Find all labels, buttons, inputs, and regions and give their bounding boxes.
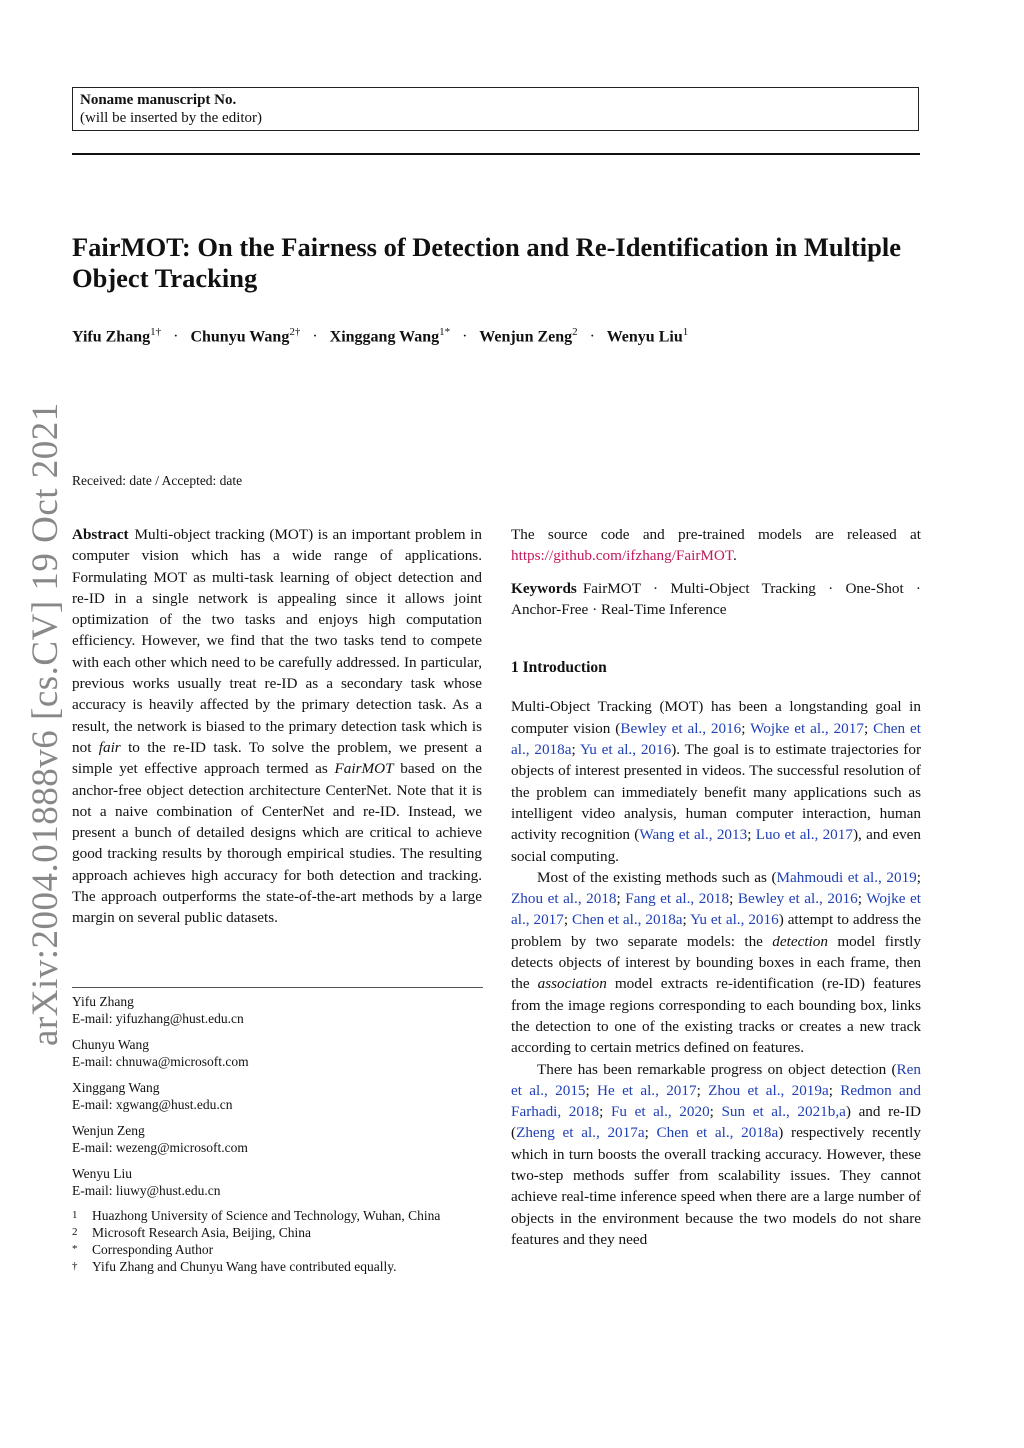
paragraph-text: ;	[563, 911, 573, 929]
author-affil: 2†	[289, 326, 301, 338]
contact-name: Chunyu Wang	[72, 1037, 150, 1052]
editor-line: (will be inserted by the editor)	[80, 110, 263, 126]
paragraph-text: There has been remarkable progress on object detection (	[537, 1060, 897, 1078]
paragraph-text: ) respectively recently which in turn boosts the overall tracking accuracy. However, these two-step methods suffer from scalability issues. They cannot achieve real-time inference speed when there are a large number of objects in the environment because the two models do not share features and they need	[511, 1124, 921, 1248]
paragraph-text: ) and re-ID (	[511, 1103, 921, 1142]
paragraph-text: ;	[916, 868, 921, 886]
paragraph-text: ) attempt to address the problem by two separate models: the	[511, 911, 921, 950]
paragraph-text: ;	[599, 1103, 611, 1121]
citation-link[interactable]: Yu et al., 2016	[690, 911, 779, 929]
paragraph-text: ;	[741, 719, 751, 737]
paper-title: FairMOT: On the Fairness of Detection and Re-Identification in Multiple Object Tracking	[72, 232, 902, 293]
footnote-text: Huazhong University of Science and Technology, Wuhan, China	[92, 1208, 441, 1223]
paragraph-text: ;	[857, 890, 867, 908]
footnote	[72, 1241, 492, 1258]
citation-link[interactable]: Chen et al., 2018a	[572, 911, 683, 929]
received-line: Received: date / Accepted: date	[72, 473, 243, 488]
citation-link[interactable]: Chen et al., 2018a	[656, 1124, 779, 1142]
paragraph-text: Multi-Object Tracking (MOT) has been a longstanding goal in computer vision (	[511, 698, 921, 737]
author-name: Xinggang Wang	[329, 328, 440, 346]
left-column	[72, 524, 482, 929]
author-separator: ·	[462, 328, 468, 346]
author-affil: 1	[682, 326, 689, 338]
citation-link[interactable]: Bewley et al., 2016	[737, 890, 858, 908]
keywords-text: FairMOT · Multi-Object Tracking · One-Shot · Anchor-Free · Real-Time Inference	[511, 579, 921, 618]
editor-note-box	[72, 87, 919, 131]
author-name: Wenyu Liu	[606, 328, 683, 346]
right-column	[511, 524, 921, 1250]
citation-link[interactable]: Wojke et al., 2017	[750, 719, 864, 737]
contact-email: E-mail: xgwang@hust.edu.cn	[72, 1097, 233, 1112]
citation-link[interactable]: Mahmoudi et al., 2019	[776, 868, 917, 886]
contact-email: E-mail: chnuwa@microsoft.com	[72, 1054, 249, 1069]
author-list	[72, 322, 932, 347]
footnote	[72, 1258, 492, 1275]
paragraph-text: ), and even social computing.	[511, 826, 922, 865]
citation-link[interactable]: Wang et al., 2013	[639, 826, 748, 844]
abstract-emphasis: FairMOT	[334, 760, 394, 778]
footnote-rule	[72, 987, 483, 988]
contact-email: E-mail: liuwy@hust.edu.cn	[72, 1183, 221, 1198]
contact-email: E-mail: wezeng@microsoft.com	[72, 1140, 248, 1155]
paragraph-text: ;	[696, 1081, 709, 1099]
citation-link[interactable]: Fang et al., 2018	[625, 890, 730, 908]
contact-entry	[72, 1122, 483, 1156]
manuscript-line: Noname manuscript No.	[80, 92, 237, 108]
intro-paragraph-3	[511, 1059, 921, 1251]
contact-entry	[72, 1036, 483, 1070]
abstract-text: based on the anchor-free object detection architecture CenterNet. Note that it is not a naive combination of CenterNet and re-ID. Instead, we present a bunch of detailed designs which are critical to achieve good tracking results by thorough empirical studies. The resulting approach achieves high accuracy for both detection and tracking. The approach outperforms the state-of-the-art methods by a large margin on several public datasets.	[72, 760, 482, 927]
code-release-paragraph	[511, 524, 921, 567]
contact-name: Wenjun Zeng	[72, 1123, 145, 1138]
paragraph-text: ;	[828, 1081, 841, 1099]
author-separator: ·	[589, 328, 595, 346]
emphasis-text: association	[537, 975, 607, 993]
author-name: Wenjun Zeng	[479, 328, 573, 346]
citation-link[interactable]: He et al., 2017	[597, 1081, 697, 1099]
citation-link[interactable]: Ren et al., 2015	[511, 1060, 921, 1099]
abstract-label: Abstract	[72, 526, 129, 543]
citation-link[interactable]: Fu et al., 2020	[610, 1103, 710, 1121]
citation-link[interactable]: Zhou et al., 2018	[511, 890, 617, 908]
header-rule	[72, 153, 920, 155]
citation-link[interactable]: Luo et al., 2017	[755, 826, 853, 844]
paragraph-text: ;	[863, 719, 874, 737]
citation-link[interactable]: Bewley et al., 2016	[620, 719, 742, 737]
footnote	[72, 1224, 492, 1241]
footnote-text: Yifu Zhang and Chunyu Wang have contributed equally.	[92, 1259, 397, 1274]
contact-name: Wenyu Liu	[72, 1166, 133, 1181]
paragraph-text: ;	[729, 890, 738, 908]
author-affil: 1†	[150, 326, 162, 338]
paragraph-text: ;	[747, 826, 756, 844]
emphasis-text: detection	[772, 932, 828, 950]
contact-entry	[72, 1079, 483, 1113]
citation-link[interactable]: Sun et al., 2021b,a	[721, 1103, 846, 1121]
keywords-paragraph	[511, 578, 921, 621]
section-heading-introduction: 1 Introduction	[511, 659, 607, 677]
paragraph-text: ;	[709, 1103, 722, 1121]
contact-email: E-mail: yifuzhang@hust.edu.cn	[72, 1011, 244, 1026]
paragraph-text: model firstly detects objects of interest by bounding boxes in each frame, then the	[511, 932, 921, 993]
author-affil: 1*	[439, 326, 451, 338]
abstract-paragraph	[72, 524, 482, 929]
author-name: Yifu Zhang	[72, 328, 151, 346]
citation-link[interactable]: Zhou et al., 2019a	[708, 1081, 829, 1099]
intro-paragraph-1	[511, 696, 921, 866]
author-name: Chunyu Wang	[190, 328, 290, 346]
intro-paragraph-2	[511, 867, 921, 1059]
footnote-mark: †	[72, 1260, 78, 1272]
paragraph-text: ;	[571, 741, 580, 759]
author-separator: ·	[173, 328, 179, 346]
footnote-mark: 2	[72, 1226, 78, 1238]
citation-link[interactable]: Wojke et al., 2017	[511, 890, 921, 929]
contact-entry	[72, 1165, 483, 1199]
abstract-text: Multi-object tracking (MOT) is an important problem in computer vision which has a wide range of applications. Formulating MOT as multi-task learning of object detection and re-ID in a single network is appealing since it allows joint optimization of the two tasks and enjoys high computation efficiency. However, we find that the two tasks tend to compete with each other which need to be carefully addressed. In particular, previous works usually treat re-ID as a secondary task whose accuracy is heavily affected by the primary detection task. As a result, the network is biased to the primary detection task which is not	[72, 526, 482, 756]
arxiv-watermark: arXiv:2004.01888v6 [cs.CV] 19 Oct 2021	[25, 402, 66, 1046]
code-release-end: .	[733, 547, 737, 565]
contact-entry	[72, 993, 483, 1027]
keywords-label: Keywords	[511, 579, 577, 597]
footnote	[72, 1207, 492, 1224]
contact-name: Xinggang Wang	[72, 1080, 160, 1095]
abstract-text: to the re-ID task. To solve the problem, we present a simple yet effective approach termed as	[72, 738, 482, 778]
affiliation-footnotes	[72, 1207, 492, 1275]
author-separator: ·	[312, 328, 318, 346]
citation-link[interactable]: Chen et al., 2018a	[511, 719, 921, 759]
citation-link[interactable]: Zheng et al., 2017a	[516, 1124, 645, 1142]
code-release-text: The source code and pre-trained models are released at	[511, 526, 921, 543]
paragraph-text: ). The goal is to estimate trajectories for objects of interest presented in videos. The successful resolution of the problem can immediately benefit many applications such as intelligent video analysis, human computer interaction, human activity recognition (	[511, 741, 922, 844]
paragraph-text: model extracts re-identification (re-ID) features from the image regions corresponding to each bounding box, links the detection to one of the existing tracks or creates a new track according to certain metrics defined on features.	[511, 975, 921, 1057]
footnote-mark: 1	[72, 1209, 78, 1221]
abstract-emphasis: fair	[98, 738, 121, 756]
paragraph-text: Most of the existing methods such as (	[537, 868, 777, 886]
github-link[interactable]: https://github.com/ifzhang/FairMOT	[511, 547, 734, 565]
footnote-text: Microsoft Research Asia, Beijing, China	[92, 1225, 311, 1240]
paragraph-text: ;	[682, 911, 691, 929]
paragraph-text: ;	[616, 890, 626, 908]
citation-link[interactable]: Redmon and Farhadi, 2018	[511, 1081, 921, 1121]
author-affil: 2	[572, 326, 578, 338]
citation-link[interactable]: Yu et al., 2016	[579, 741, 672, 759]
footnote-mark: *	[72, 1243, 78, 1255]
paragraph-text: ;	[644, 1124, 657, 1142]
footnote-text: Corresponding Author	[92, 1242, 214, 1257]
paragraph-text: ;	[585, 1081, 598, 1099]
contact-name: Yifu Zhang	[72, 994, 134, 1009]
contact-list	[72, 993, 483, 1208]
